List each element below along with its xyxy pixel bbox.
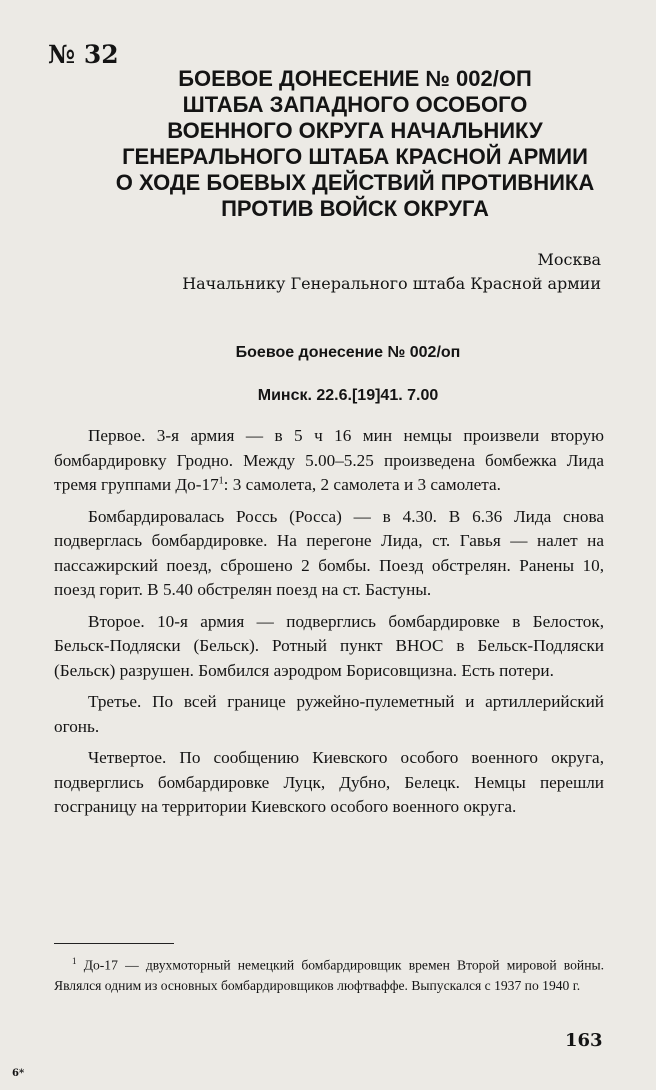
paragraph-third: Третье. По всей границе ружейно-пулеметный и артиллерийский огонь. [54,692,604,736]
report-date: Минск. 22.6.[19]41. 7.00 [257,387,439,404]
title-line: ШТАБА ЗАПАДНОГО ОСОБОГО [182,92,528,117]
title-line: О ХОДЕ БОЕВЫХ ДЕЙСТВИЙ ПРОТИВНИКА [115,170,595,195]
title-line: БОЕВОЕ ДОНЕСЕНИЕ № 002/ОП [178,66,532,91]
document-title [100,66,610,222]
title-line: ВОЕННОГО ОКРУГА НАЧАЛЬНИКУ [167,118,543,143]
footnote-divider [54,943,174,944]
footnote-marker: 1 [72,956,77,966]
signature-mark: 6* [12,1068,25,1079]
report-body [54,424,604,827]
title-line: ГЕНЕРАЛЬНОГО ШТАБА КРАСНОЙ АРМИИ [122,144,588,169]
title-line: ПРОТИВ ВОЙСК ОКРУГА [221,196,489,221]
footnote [54,951,604,996]
page-number: 163 [565,1030,603,1051]
paragraph-fourth: Четвертое. По сообщению Киевского особого военного округа, подверглись бомбардировке Луцк, Дубно, Белецк. Немцы перешли госграницу на территории Киевского особого военного округа. [54,748,604,816]
paragraph-bombing-rosse: Бомбардировалась Россь (Росса) — в 4.30. В 6.36 Лида снова подверглась бомбардировке. На перегоне Лида, ст. Гавья — налет на пассажирский поезд, сброшено 2 бомбы. Поезд обстрелян. Ранены 10, поезд горит. В 5.40 обстрелян поезд на ст. Бастуны. [54,506,604,599]
footnote-text: До-17 — двухмоторный немецкий бомбардировщик времен Второй мировой войны. Являлся одним из основных бомбардировщиков люфтваффе. Выпускался с 1937 по 1940 г. [54,957,605,993]
recipient-line: Начальнику Генерального штаба Красной армии [182,274,601,293]
place-line: Москва [537,250,601,269]
footnote-reference[interactable]: 1 [218,475,224,487]
paragraph-text: Первое. 3-я армия — в 5 ч 16 мин немцы произвели вторую бомбардировку Гродно. Между 5.00–5.25 произведена бомбежка Лида тремя группами До-17 [54,426,604,494]
paragraph-first [54,424,604,498]
document-number: № 32 [48,40,119,69]
report-title: Боевое донесение № 002/оп [235,344,461,361]
paragraph-text: : 3 самолета, 2 самолета и 3 самолета. [223,475,501,494]
paragraph-second: Второе. 10-я армия — подверглись бомбардировке в Белосток, Бельск-Подляски (Бельск). Ротный пункт ВНОС в Бельск-Подляски (Бельск) разрушен. Бомбился аэродром Борисовщизна. Есть потери. [54,611,604,680]
